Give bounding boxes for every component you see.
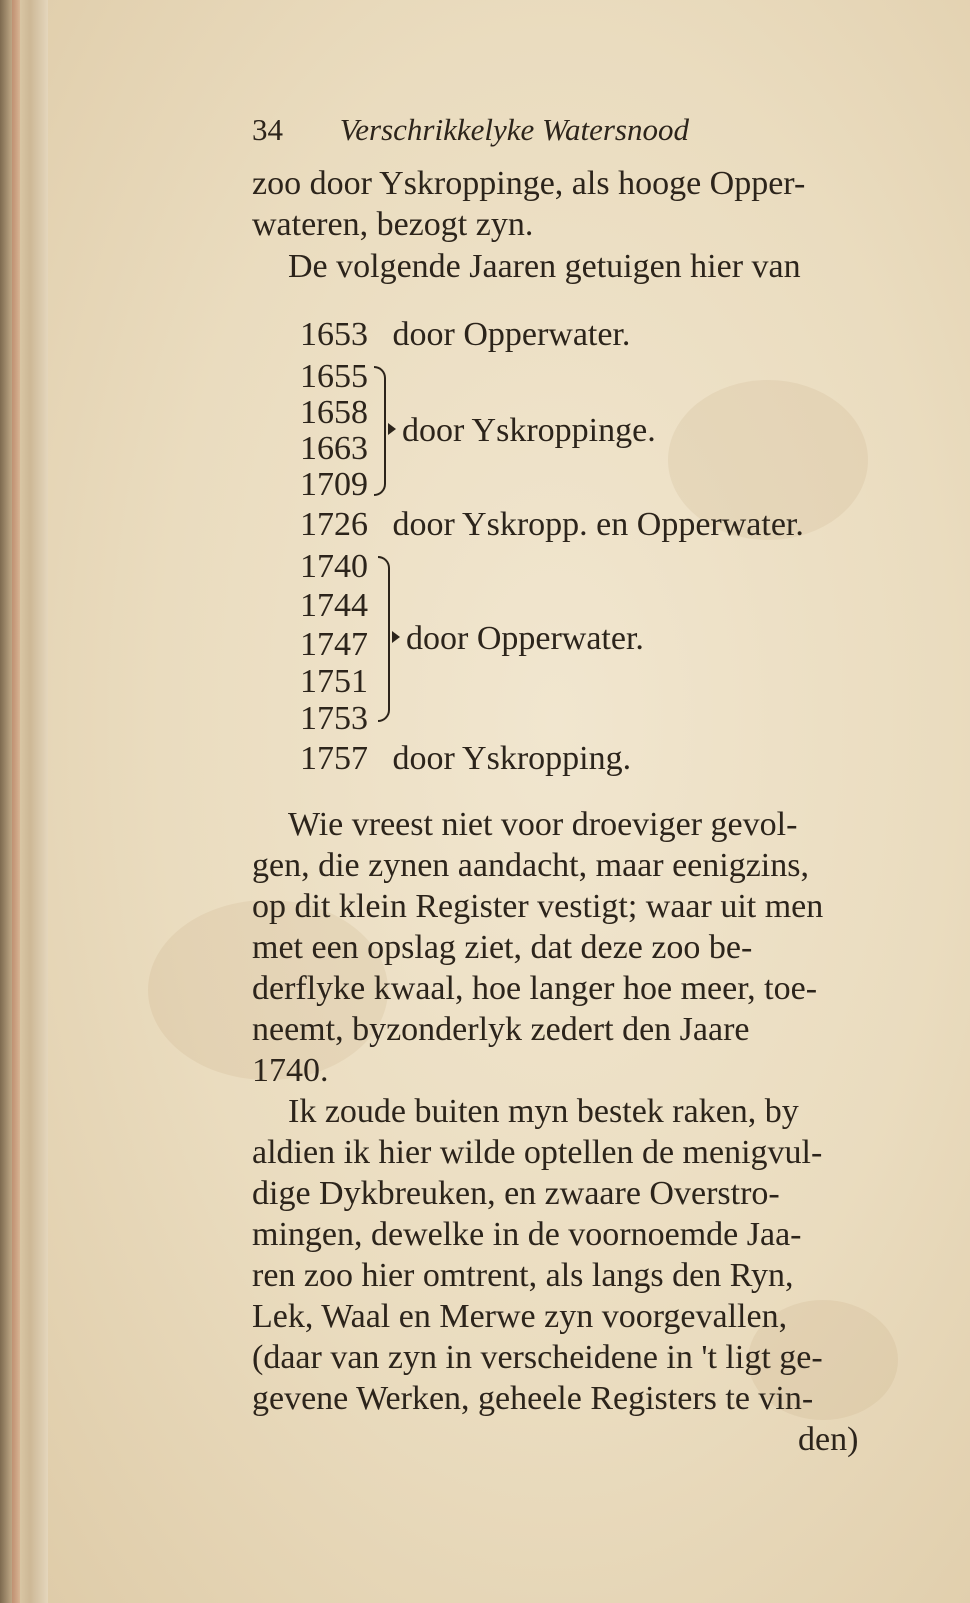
body-line: neemt, byzonderlyk zedert den Jaare xyxy=(252,1011,750,1048)
body-line: (daar van zyn in verscheidene in 't ligt ge- xyxy=(252,1339,823,1376)
running-head xyxy=(252,112,689,148)
page-number: 34 xyxy=(252,112,283,147)
register-year: 1658 xyxy=(300,394,368,431)
body-line: mingen, dewelke in de voornoemde Jaa- xyxy=(252,1216,802,1253)
body-line: Ik zoude buiten myn bestek raken, by xyxy=(288,1093,799,1130)
register-year: 1653 xyxy=(300,316,368,353)
body-line: gevene Werken, geheele Registers te vin- xyxy=(252,1380,814,1417)
register-cause: door Yskroppinge. xyxy=(402,412,656,449)
register-year: 1726 xyxy=(300,506,368,543)
body-line: dige Dykbreuken, en zwaare Overstro- xyxy=(252,1175,780,1212)
register-cause: door Opperwater. xyxy=(392,316,631,353)
register-year: 1747 xyxy=(300,626,368,663)
body-line: gen, die zynen aandacht, maar eenigzins, xyxy=(252,847,809,884)
register-year: 1663 xyxy=(300,430,368,467)
register-year: 1655 xyxy=(300,358,368,395)
grouping-brace xyxy=(374,366,386,496)
body-line: zoo door Yskroppinge, als hooge Opper- xyxy=(252,165,806,202)
register-year: 1709 xyxy=(300,466,368,503)
register-cause: door Yskropping. xyxy=(392,740,632,777)
body-line: derflyke kwaal, hoe langer hoe meer, toe- xyxy=(252,970,818,1007)
register-year: 1757 xyxy=(300,740,368,777)
register-year: 1744 xyxy=(300,587,368,624)
register-cause: door Opperwater. xyxy=(406,620,644,657)
register-cause: door Yskropp. en Opperwater. xyxy=(392,506,804,543)
body-line: Wie vreest niet voor droeviger gevol- xyxy=(288,806,798,843)
body-line: 1740. xyxy=(252,1052,329,1089)
book-binding-edge xyxy=(0,0,48,1603)
body-line: op dit klein Register vestigt; waar uit men xyxy=(252,888,824,925)
body-line: ren zoo hier omtrent, als langs den Ryn, xyxy=(252,1257,794,1294)
body-line: met een opslag ziet, dat deze zoo be- xyxy=(252,929,753,966)
body-line: De volgende Jaaren getuigen hier van xyxy=(288,248,801,285)
register-year: 1740 xyxy=(300,548,368,585)
body-line: wateren, bezogt zyn. xyxy=(252,206,534,243)
body-line: Lek, Waal en Merwe zyn voorgevallen, xyxy=(252,1298,788,1335)
catchword: den) xyxy=(798,1421,859,1458)
running-title: Verschrikkelyke Watersnood xyxy=(339,112,689,147)
grouping-brace xyxy=(378,556,390,722)
register-year: 1751 xyxy=(300,663,368,700)
register-year: 1753 xyxy=(300,700,368,737)
body-line: aldien ik hier wilde optellen de menigvul- xyxy=(252,1134,823,1171)
